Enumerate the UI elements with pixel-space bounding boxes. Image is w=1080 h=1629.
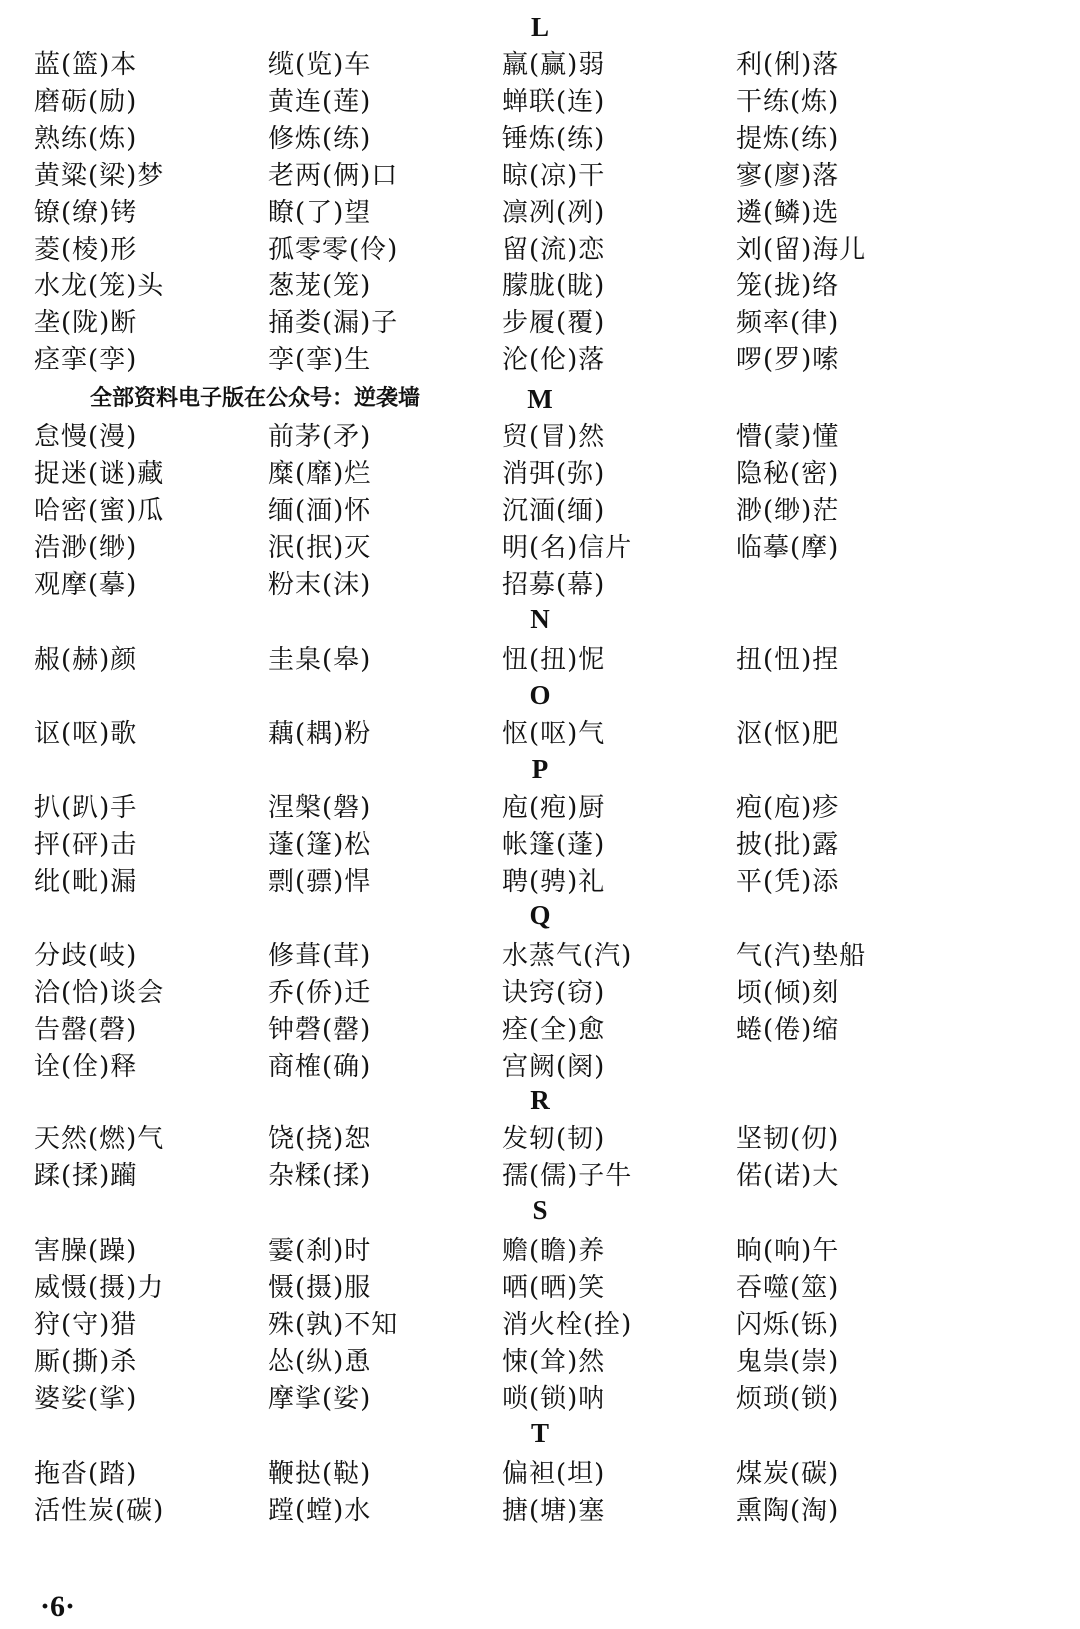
word-entry: 晌(响)午 bbox=[736, 1236, 840, 1266]
word-entry: 活性炭(碳) bbox=[34, 1495, 165, 1526]
word-entry: 蹂(揉)躏 bbox=[34, 1160, 138, 1191]
word-entry: 缅(湎)怀 bbox=[268, 495, 372, 526]
word-entry: 捉迷(谜)藏 bbox=[34, 458, 165, 489]
word-entry: 朦胧(眬) bbox=[502, 271, 606, 302]
section-letter-q: Q bbox=[529, 900, 551, 930]
word-entry: 蓬(篷)松 bbox=[268, 829, 372, 860]
word-row bbox=[0, 1121, 1080, 1157]
word-entry: 扒(趴)手 bbox=[34, 793, 138, 823]
word-entry: 干练(炼) bbox=[736, 86, 840, 117]
word-row bbox=[0, 1381, 1080, 1417]
word-entry: 啰(罗)嗦 bbox=[736, 345, 840, 376]
word-row bbox=[0, 975, 1080, 1011]
word-entry: 宫阙(阕) bbox=[502, 1051, 606, 1082]
word-entry: 消弭(弥) bbox=[502, 458, 606, 489]
word-row bbox=[0, 84, 1080, 120]
word-entry: 乔(侨)迁 bbox=[268, 977, 372, 1008]
word-entry: 拖沓(踏) bbox=[34, 1459, 138, 1489]
word-entry: 藕(耦)粉 bbox=[268, 719, 372, 749]
word-entry: 水龙(笼)头 bbox=[34, 271, 165, 302]
word-entry: 晾(凉)干 bbox=[502, 160, 606, 191]
word-row bbox=[0, 1158, 1080, 1194]
word-entry: 锤炼(练) bbox=[502, 123, 606, 154]
section-letter-m: M bbox=[527, 384, 553, 414]
word-entry: 沉湎(缅) bbox=[502, 495, 606, 526]
word-entry: 修葺(茸) bbox=[268, 941, 372, 971]
word-row bbox=[0, 1233, 1080, 1269]
word-entry: 发轫(韧) bbox=[502, 1124, 606, 1154]
word-entry: 赧(赫)颜 bbox=[34, 645, 138, 675]
word-entry: 天然(燃)气 bbox=[34, 1124, 165, 1154]
word-entry: 怄(呕)气 bbox=[502, 719, 606, 749]
word-entry: 怂(纵)恿 bbox=[268, 1346, 372, 1377]
word-entry: 留(流)恋 bbox=[502, 234, 606, 265]
page-number: ·6· bbox=[40, 1590, 76, 1623]
word-entry: 镣(缭)铐 bbox=[34, 197, 138, 228]
section-letter-o: O bbox=[529, 680, 551, 710]
word-entry: 修炼(练) bbox=[268, 123, 372, 154]
word-row bbox=[0, 530, 1080, 566]
word-entry: 刘(留)海儿 bbox=[736, 234, 867, 265]
word-entry: 厮(撕)杀 bbox=[34, 1346, 138, 1377]
word-entry: 痉挛(孪) bbox=[34, 345, 138, 376]
word-entry: 葱茏(笼) bbox=[268, 271, 372, 302]
word-entry: 讴(呕)歌 bbox=[34, 719, 138, 749]
section-letter-t: T bbox=[530, 1418, 549, 1448]
word-entry: 招募(幕) bbox=[502, 569, 606, 600]
word-entry: 涅槃(磐) bbox=[268, 793, 372, 823]
word-entry: 渺(缈)茫 bbox=[736, 495, 840, 526]
word-entry: 粉末(沫) bbox=[268, 569, 372, 600]
word-entry: 慑(摄)服 bbox=[268, 1272, 372, 1303]
word-entry: 孺(儒)子牛 bbox=[502, 1160, 633, 1191]
section-letter-r: R bbox=[530, 1085, 550, 1115]
word-entry: 怠慢(漫) bbox=[34, 422, 138, 452]
word-entry: 前茅(矛) bbox=[268, 422, 372, 452]
word-entry: 钟磬(罄) bbox=[268, 1014, 372, 1045]
word-entry: 浩渺(缈) bbox=[34, 532, 138, 563]
word-entry: 磨砺(励) bbox=[34, 86, 138, 117]
word-entry: 唢(锁)呐 bbox=[502, 1383, 606, 1414]
word-entry: 扭(忸)捏 bbox=[736, 645, 840, 675]
word-entry: 笼(拢)络 bbox=[736, 271, 840, 302]
word-entry: 鬼祟(崇) bbox=[736, 1346, 840, 1377]
word-entry: 忸(扭)怩 bbox=[502, 645, 606, 675]
word-entry: 熏陶(淘) bbox=[736, 1495, 840, 1526]
word-entry: 顷(倾)刻 bbox=[736, 977, 840, 1008]
word-entry: 瞭(了)望 bbox=[268, 197, 372, 228]
word-entry: 糜(靡)烂 bbox=[268, 458, 372, 489]
word-entry: 沤(怄)肥 bbox=[736, 719, 840, 749]
word-row bbox=[0, 47, 1080, 83]
word-entry: 平(凭)添 bbox=[736, 866, 840, 897]
word-entry: 寥(廖)落 bbox=[736, 160, 840, 191]
word-row bbox=[0, 864, 1080, 900]
word-entry: 抨(砰)击 bbox=[34, 829, 138, 860]
word-entry: 频率(律) bbox=[736, 308, 840, 339]
word-entry: 缆(览)车 bbox=[268, 50, 372, 80]
word-entry: 纰(毗)漏 bbox=[34, 866, 138, 897]
word-entry: 偌(诺)大 bbox=[736, 1160, 840, 1191]
word-entry: 羸(赢)弱 bbox=[502, 50, 606, 80]
word-entry: 孤零零(伶) bbox=[268, 234, 399, 265]
word-row bbox=[0, 1344, 1080, 1380]
word-entry: 提炼(练) bbox=[736, 123, 840, 154]
word-row bbox=[0, 1270, 1080, 1306]
word-row bbox=[0, 232, 1080, 268]
section-letter-p: P bbox=[531, 754, 549, 784]
word-entry: 垄(陇)断 bbox=[34, 308, 138, 339]
word-entry: 赡(瞻)养 bbox=[502, 1236, 606, 1266]
word-entry: 水蒸气(汽) bbox=[502, 941, 633, 971]
word-entry: 泯(抿)灭 bbox=[268, 532, 372, 563]
word-entry: 摩挲(娑) bbox=[268, 1383, 372, 1414]
word-entry: 明(名)信片 bbox=[502, 532, 633, 563]
word-row bbox=[0, 1012, 1080, 1048]
word-entry: 黄连(莲) bbox=[268, 86, 372, 117]
word-entry: 临摹(摩) bbox=[736, 532, 840, 563]
word-row bbox=[0, 1049, 1080, 1085]
word-entry: 坚韧(仞) bbox=[736, 1124, 840, 1154]
word-entry: 吞噬(筮) bbox=[736, 1272, 840, 1303]
word-entry: 步履(覆) bbox=[502, 308, 606, 339]
word-entry: 霎(刹)时 bbox=[268, 1236, 372, 1266]
word-row bbox=[0, 827, 1080, 863]
section-letter-n: N bbox=[530, 604, 550, 634]
notice-text: 全部资料电子版在公众号：逆袭墙 bbox=[90, 386, 421, 411]
word-entry: 鞭挞(鞑) bbox=[268, 1459, 372, 1489]
word-row bbox=[0, 342, 1080, 378]
word-entry: 熟练(炼) bbox=[34, 123, 138, 154]
word-entry: 观摩(摹) bbox=[34, 569, 138, 600]
word-entry: 孪(挛)生 bbox=[268, 345, 372, 376]
word-row bbox=[0, 493, 1080, 529]
word-entry: 贸(冒)然 bbox=[502, 422, 606, 452]
word-entry: 闪烁(铄) bbox=[736, 1309, 840, 1340]
word-entry: 饶(挠)恕 bbox=[268, 1124, 372, 1154]
word-entry: 烦琐(锁) bbox=[736, 1383, 840, 1414]
word-row bbox=[0, 642, 1080, 678]
word-entry: 分歧(岐) bbox=[34, 941, 138, 971]
section-letter-l: L bbox=[530, 12, 549, 42]
word-entry: 遴(鳞)选 bbox=[736, 197, 840, 228]
word-entry: 杂糅(揉) bbox=[268, 1160, 372, 1191]
word-entry: 煤炭(碳) bbox=[736, 1459, 840, 1489]
word-entry: 悚(耸)然 bbox=[502, 1346, 606, 1377]
word-entry: 婆娑(挲) bbox=[34, 1383, 138, 1414]
word-row bbox=[0, 716, 1080, 752]
word-row bbox=[0, 1456, 1080, 1492]
word-entry: 威慑(摄)力 bbox=[34, 1272, 165, 1303]
word-row bbox=[0, 456, 1080, 492]
word-entry: 消火栓(拴) bbox=[502, 1309, 633, 1340]
word-row bbox=[0, 419, 1080, 455]
word-entry: 商榷(确) bbox=[268, 1051, 372, 1082]
word-entry: 搪(塘)塞 bbox=[502, 1495, 606, 1526]
word-entry: 利(俐)落 bbox=[736, 50, 840, 80]
word-entry: 蝉联(连) bbox=[502, 86, 606, 117]
word-entry: 诠(佺)释 bbox=[34, 1051, 138, 1082]
word-entry: 聘(骋)礼 bbox=[502, 866, 606, 897]
word-entry: 痊(全)愈 bbox=[502, 1014, 606, 1045]
word-row bbox=[0, 1493, 1080, 1529]
word-entry: 凛冽(冽) bbox=[502, 197, 606, 228]
word-entry: 剽(骠)悍 bbox=[268, 866, 372, 897]
word-entry: 隐秘(密) bbox=[736, 458, 840, 489]
word-entry: 殊(孰)不知 bbox=[268, 1309, 399, 1340]
word-entry: 菱(棱)形 bbox=[34, 234, 138, 265]
word-row bbox=[0, 158, 1080, 194]
word-entry: 庖(疱)厨 bbox=[502, 793, 606, 823]
word-row bbox=[0, 790, 1080, 826]
word-entry: 哈密(蜜)瓜 bbox=[34, 495, 165, 526]
word-row bbox=[0, 121, 1080, 157]
word-entry: 老两(俩)口 bbox=[268, 160, 399, 191]
word-entry: 蓝(篮)本 bbox=[34, 50, 138, 80]
word-entry: 黄粱(梁)梦 bbox=[34, 160, 165, 191]
word-entry: 疱(庖)疹 bbox=[736, 793, 840, 823]
word-entry: 气(汽)垫船 bbox=[736, 941, 867, 971]
word-row bbox=[0, 1307, 1080, 1343]
word-row bbox=[0, 938, 1080, 974]
word-entry: 狩(守)猎 bbox=[34, 1309, 138, 1340]
word-row bbox=[0, 305, 1080, 341]
word-entry: 圭臬(皋) bbox=[268, 645, 372, 675]
word-entry: 告罄(磬) bbox=[34, 1014, 138, 1045]
word-entry: 诀窍(窃) bbox=[502, 977, 606, 1008]
word-row bbox=[0, 268, 1080, 304]
word-entry: 懵(蒙)懂 bbox=[736, 422, 840, 452]
word-entry: 披(批)露 bbox=[736, 829, 840, 860]
word-row bbox=[0, 195, 1080, 231]
word-entry: 帐篷(蓬) bbox=[502, 829, 606, 860]
word-entry: 蹚(螳)水 bbox=[268, 1495, 372, 1526]
word-entry: 害臊(躁) bbox=[34, 1236, 138, 1266]
word-entry: 洽(恰)谈会 bbox=[34, 977, 165, 1008]
word-entry: 偏袒(坦) bbox=[502, 1459, 606, 1489]
word-entry: 沦(伦)落 bbox=[502, 345, 606, 376]
word-entry: 捅娄(漏)子 bbox=[268, 308, 399, 339]
word-entry: 蜷(倦)缩 bbox=[736, 1014, 840, 1045]
word-row bbox=[0, 567, 1080, 603]
word-entry: 哂(晒)笑 bbox=[502, 1272, 606, 1303]
section-letter-s: S bbox=[532, 1195, 548, 1225]
